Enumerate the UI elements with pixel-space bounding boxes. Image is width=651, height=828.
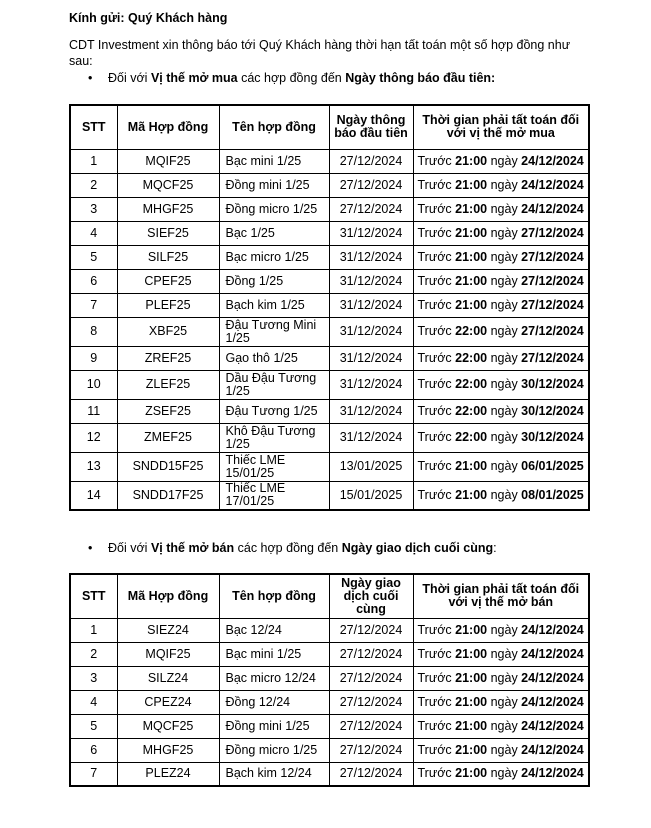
table-row [70,399,589,423]
cell-code: SILF25 [117,245,219,269]
cell-code: CPEF25 [117,269,219,293]
cell-code: SIEZ24 [117,618,219,642]
cell-name: Bạc micro 12/24 [219,666,329,690]
cell-code: MQIF25 [117,149,219,173]
deadline-pre: Trước [417,403,456,418]
cell-date: 27/12/2024 [329,173,413,197]
deadline-mid: ngày [487,742,522,757]
header-deadline: Thời gian phải tất toán đối với vị thế mở bán [413,574,589,618]
bullet-icon: • [88,541,93,555]
deadline-mid: ngày [487,459,522,473]
cell-deadline [413,221,589,245]
cell-date: 31/12/2024 [329,269,413,293]
deadline-hour: 21:00 [455,297,488,312]
deadline-pre: Trước [417,153,456,168]
deadline-pre: Trước [417,459,456,473]
cell-name: Đồng mini 1/25 [219,714,329,738]
cell-name: Gạo thô 1/25 [219,346,329,370]
bullet-text: Đối với [108,541,151,555]
deadline-pre: Trước [417,766,456,781]
greeting: Kính gửi: Quý Khách hàng [69,11,228,25]
deadline-hour: 21:00 [455,766,488,781]
bullet-text: các hợp đồng đến [234,541,342,555]
deadline-hour: 21:00 [455,249,488,264]
cell-deadline [413,452,589,481]
table-row [70,452,589,481]
deadline-pre: Trước [417,324,456,338]
deadline-mid: ngày [487,487,522,502]
cell-deadline [413,666,589,690]
deadline-day: 08/01/2025 [521,487,584,502]
table-row [70,423,589,452]
cell-deadline [413,642,589,666]
cell-code: MQCF25 [117,173,219,197]
cell-code: ZREF25 [117,346,219,370]
header-deadline: Thời gian phải tất toán đối với vị thế mở mua [413,105,589,149]
bullet-bold: Ngày giao dịch cuối cùng [341,541,494,555]
table-row [70,714,589,738]
table-row [70,269,589,293]
deadline-day: 30/12/2024 [521,430,584,444]
cell-stt: 1 [70,149,117,173]
cell-date: 31/12/2024 [329,399,413,423]
table-row [70,738,589,762]
cell-code: MHGF25 [117,197,219,221]
deadline-pre: Trước [417,350,456,365]
cell-stt: 3 [70,666,117,690]
deadline-day: 30/12/2024 [521,377,584,391]
deadline-pre: Trước [417,694,456,709]
cell-deadline [413,399,589,423]
cell-deadline [413,317,589,346]
cell-code: MQIF25 [117,642,219,666]
deadline-day: 24/12/2024 [521,742,584,757]
cell-code: SIEF25 [117,221,219,245]
cell-stt: 2 [70,642,117,666]
cell-stt: 7 [70,762,117,786]
cell-stt: 12 [70,423,117,452]
deadline-mid: ngày [487,273,522,288]
deadline-hour: 21:00 [455,225,488,240]
cell-name: Dầu Đậu Tương 1/25 [219,370,329,399]
deadline-pre: Trước [417,297,456,312]
cell-deadline [413,346,589,370]
deadline-mid: ngày [487,201,522,216]
deadline-hour: 22:00 [455,324,488,338]
deadline-day: 24/12/2024 [521,622,584,637]
table-row [70,149,589,173]
deadline-day: 24/12/2024 [521,766,584,781]
deadline-day: 24/12/2024 [521,646,584,661]
cell-deadline [413,762,589,786]
deadline-day: 24/12/2024 [521,177,584,192]
deadline-pre: Trước [417,742,456,757]
cell-code: MHGF25 [117,738,219,762]
deadline-day: 30/12/2024 [521,403,584,418]
header-stt: STT [70,105,117,149]
deadline-hour: 21:00 [455,459,488,473]
cell-code: MQCF25 [117,714,219,738]
cell-code: ZMEF25 [117,423,219,452]
deadline-mid: ngày [487,350,522,365]
cell-stt: 5 [70,714,117,738]
deadline-hour: 21:00 [455,201,488,216]
deadline-pre: Trước [417,177,456,192]
deadline-mid: ngày [487,403,522,418]
cell-stt: 10 [70,370,117,399]
cell-stt: 4 [70,690,117,714]
cell-deadline [413,714,589,738]
cell-name: Bạc 1/25 [219,221,329,245]
cell-date: 27/12/2024 [329,642,413,666]
cell-deadline [413,245,589,269]
deadline-mid: ngày [487,225,522,240]
cell-name: Bạc mini 1/25 [219,149,329,173]
cell-stt: 1 [70,618,117,642]
deadline-pre: Trước [417,646,456,661]
cell-date: 31/12/2024 [329,293,413,317]
deadline-day: 24/12/2024 [521,718,584,733]
table-row [70,221,589,245]
cell-name: Đồng micro 1/25 [219,738,329,762]
cell-code: PLEZ24 [117,762,219,786]
bullet-bold: Vị thế mở bán [150,541,235,555]
cell-deadline [413,197,589,221]
cell-code: PLEF25 [117,293,219,317]
deadline-hour: 21:00 [455,273,488,288]
header-name: Tên hợp đồng [219,574,329,618]
intro-text: CDT Investment xin thông báo tới Quý Khách hàng thời hạn tất toán một số hợp đồng như sau: [69,38,571,68]
table-row [70,370,589,399]
bullet-text: các hợp đồng đến [237,71,346,85]
cell-deadline [413,149,589,173]
cell-stt: 5 [70,245,117,269]
deadline-day: 27/12/2024 [521,297,584,312]
cell-date: 31/12/2024 [329,245,413,269]
deadline-mid: ngày [487,622,522,637]
deadline-hour: 21:00 [455,718,488,733]
deadline-pre: Trước [417,718,456,733]
cell-stt: 4 [70,221,117,245]
buy-position-table [69,104,590,511]
cell-stt: 6 [70,738,117,762]
section2-bullet [88,541,497,555]
table-row [70,666,589,690]
deadline-hour: 22:00 [455,377,488,391]
cell-code: SILZ24 [117,666,219,690]
cell-deadline [413,269,589,293]
deadline-mid: ngày [487,766,522,781]
table-header-row [70,574,589,618]
cell-stt: 3 [70,197,117,221]
table-row [70,293,589,317]
deadline-pre: Trước [417,430,456,444]
cell-stt: 7 [70,293,117,317]
cell-code: XBF25 [117,317,219,346]
deadline-mid: ngày [487,646,522,661]
section1-bullet [88,71,495,85]
table-row [70,481,589,510]
table-row [70,642,589,666]
cell-date: 13/01/2025 [329,452,413,481]
deadline-mid: ngày [487,694,522,709]
deadline-hour: 21:00 [455,742,488,757]
header-date: Ngày giao dịch cuối cùng [329,574,413,618]
table-header-row [70,105,589,149]
deadline-pre: Trước [417,249,456,264]
bullet-bold: Vị thế mở mua [150,71,238,85]
table-row [70,245,589,269]
deadline-day: 06/01/2025 [521,459,584,473]
deadline-hour: 22:00 [455,350,488,365]
table-row [70,618,589,642]
deadline-mid: ngày [487,718,522,733]
cell-stt: 14 [70,481,117,510]
table-row [70,346,589,370]
deadline-day: 27/12/2024 [521,225,584,240]
deadline-day: 24/12/2024 [521,201,584,216]
header-code: Mã Hợp đồng [117,105,219,149]
cell-name: Đậu Tương Mini 1/25 [219,317,329,346]
cell-deadline [413,423,589,452]
cell-name: Bạc 12/24 [219,618,329,642]
deadline-pre: Trước [417,273,456,288]
cell-name: Thiếc LME 17/01/25 [219,481,329,510]
table-row [70,690,589,714]
deadline-mid: ngày [487,249,522,264]
cell-name: Bạch kim 1/25 [219,293,329,317]
deadline-pre: Trước [417,670,456,685]
cell-name: Đồng 1/25 [219,269,329,293]
cell-stt: 13 [70,452,117,481]
cell-name: Đồng mini 1/25 [219,173,329,197]
cell-stt: 2 [70,173,117,197]
cell-stt: 11 [70,399,117,423]
cell-name: Bạch kim 12/24 [219,762,329,786]
cell-stt: 8 [70,317,117,346]
cell-code: CPEZ24 [117,690,219,714]
deadline-mid: ngày [487,324,522,338]
cell-date: 27/12/2024 [329,738,413,762]
header-code: Mã Hợp đồng [117,574,219,618]
cell-name: Thiếc LME 15/01/25 [219,452,329,481]
deadline-hour: 22:00 [455,403,488,418]
deadline-day: 24/12/2024 [521,670,584,685]
deadline-mid: ngày [487,430,522,444]
cell-code: SNDD17F25 [117,481,219,510]
cell-code: ZLEF25 [117,370,219,399]
deadline-day: 27/12/2024 [521,249,584,264]
cell-stt: 6 [70,269,117,293]
cell-deadline [413,370,589,399]
bullet-text: Đối với [108,71,151,85]
cell-date: 27/12/2024 [329,149,413,173]
deadline-hour: 21:00 [455,646,488,661]
deadline-day: 27/12/2024 [521,273,584,288]
table-row [70,197,589,221]
cell-code: ZSEF25 [117,399,219,423]
deadline-day: 24/12/2024 [521,694,584,709]
cell-name: Bạc micro 1/25 [219,245,329,269]
cell-deadline [413,293,589,317]
deadline-day: 27/12/2024 [521,324,584,338]
header-name: Tên hợp đồng [219,105,329,149]
sell-position-table [69,573,590,787]
deadline-mid: ngày [487,153,522,168]
cell-date: 31/12/2024 [329,370,413,399]
deadline-pre: Trước [417,622,456,637]
deadline-pre: Trước [417,225,456,240]
deadline-day: 27/12/2024 [521,350,584,365]
cell-stt: 9 [70,346,117,370]
cell-name: Bạc mini 1/25 [219,642,329,666]
deadline-hour: 21:00 [455,670,488,685]
deadline-hour: 21:00 [455,622,488,637]
deadline-mid: ngày [487,377,522,391]
cell-name: Đồng micro 1/25 [219,197,329,221]
bullet-bold: Ngày thông báo đầu tiên: [345,71,496,85]
cell-name: Đồng 12/24 [219,690,329,714]
cell-deadline [413,618,589,642]
cell-date: 27/12/2024 [329,714,413,738]
cell-date: 27/12/2024 [329,762,413,786]
deadline-pre: Trước [417,487,456,502]
table-row [70,173,589,197]
deadline-pre: Trước [417,201,456,216]
cell-date: 15/01/2025 [329,481,413,510]
cell-code: SNDD15F25 [117,452,219,481]
deadline-mid: ngày [487,670,522,685]
table-row [70,762,589,786]
cell-date: 27/12/2024 [329,666,413,690]
cell-date: 27/12/2024 [329,197,413,221]
deadline-mid: ngày [487,297,522,312]
cell-deadline [413,738,589,762]
header-stt: STT [70,574,117,618]
header-date: Ngày thông báo đầu tiên [329,105,413,149]
cell-date: 31/12/2024 [329,317,413,346]
cell-date: 31/12/2024 [329,423,413,452]
table-row [70,317,589,346]
cell-deadline [413,481,589,510]
cell-name: Khô Đậu Tương 1/25 [219,423,329,452]
cell-date: 31/12/2024 [329,346,413,370]
cell-date: 27/12/2024 [329,690,413,714]
deadline-day: 24/12/2024 [521,153,584,168]
cell-deadline [413,690,589,714]
cell-date: 31/12/2024 [329,221,413,245]
bullet-icon: • [88,71,93,85]
deadline-mid: ngày [487,177,522,192]
cell-deadline [413,173,589,197]
deadline-hour: 21:00 [455,487,488,502]
cell-name: Đậu Tương 1/25 [219,399,329,423]
deadline-hour: 21:00 [455,694,488,709]
deadline-hour: 22:00 [455,430,488,444]
deadline-hour: 21:00 [455,153,488,168]
deadline-pre: Trước [417,377,456,391]
deadline-hour: 21:00 [455,177,488,192]
bullet-text: : [493,541,497,555]
cell-date: 27/12/2024 [329,618,413,642]
